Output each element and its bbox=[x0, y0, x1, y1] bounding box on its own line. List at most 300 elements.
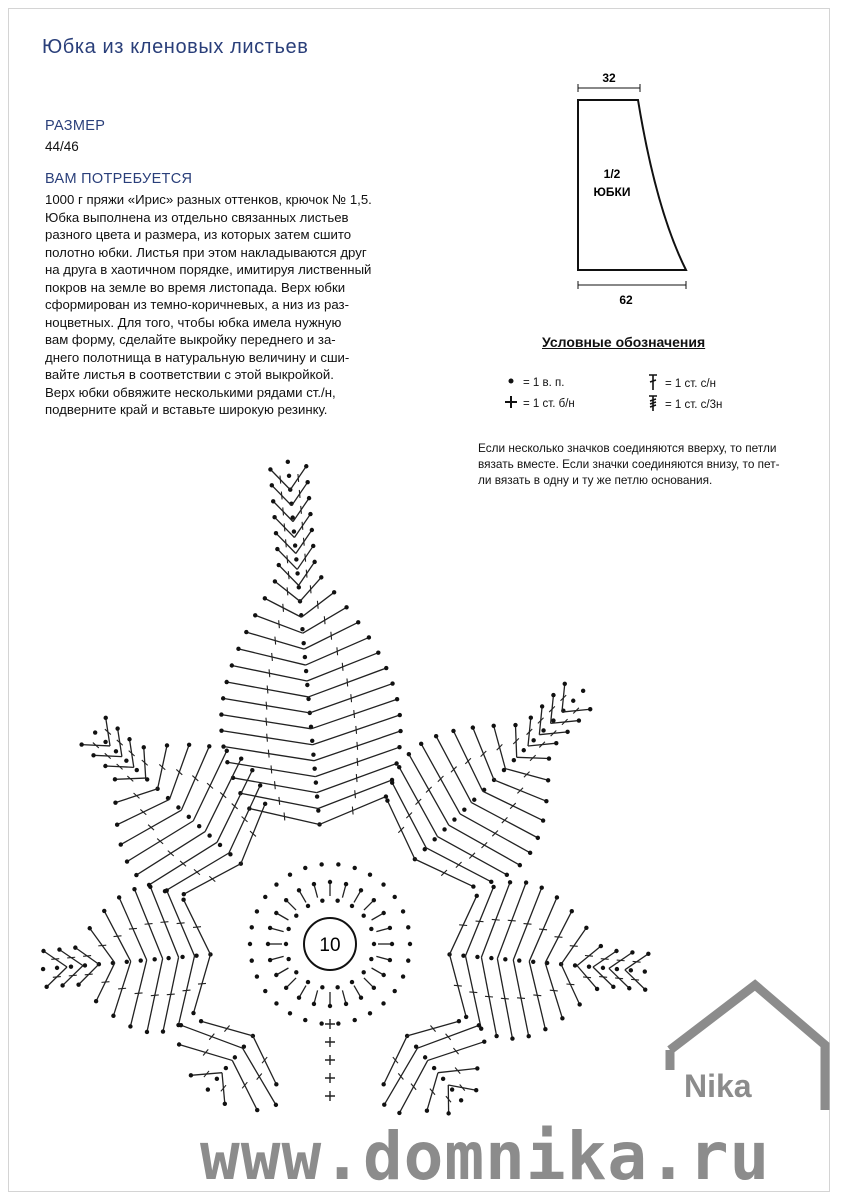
chain-stitch-dot bbox=[219, 728, 223, 732]
stitch-bar bbox=[354, 710, 355, 718]
text-line: подверните край и вставьте широкую резинку. bbox=[45, 402, 328, 417]
chain-stitch-dot bbox=[134, 873, 138, 877]
stitch-bar bbox=[198, 983, 206, 984]
chain-stitch-dot bbox=[353, 866, 357, 870]
chain-stitch-dot bbox=[268, 958, 272, 962]
chain-stitch-dot bbox=[395, 697, 399, 701]
chain-stitch-dot bbox=[207, 833, 211, 837]
chain-stitch-dot bbox=[315, 794, 319, 798]
chain-stitch-dot bbox=[601, 966, 605, 970]
chain-stitch-dot bbox=[372, 942, 376, 946]
note-line: Если несколько значков соединяются вверху, то петли bbox=[478, 441, 777, 455]
chain-stitch-dot bbox=[73, 945, 77, 949]
chain-stitch-dot bbox=[385, 798, 389, 802]
chain-stitch-dot bbox=[541, 728, 545, 732]
chain-stitch-dot bbox=[197, 824, 201, 828]
chain-stitch-dot bbox=[471, 884, 475, 888]
stitch-bar bbox=[570, 946, 578, 947]
chain-stitch-dot bbox=[306, 980, 310, 984]
stitch-bar bbox=[118, 988, 126, 989]
stitch-bar bbox=[331, 632, 332, 640]
stitch-bar bbox=[357, 758, 358, 766]
chain-stitch-dot bbox=[94, 999, 98, 1003]
chain-stitch-dot bbox=[270, 483, 274, 487]
chain-stitch-dot bbox=[384, 666, 388, 670]
chain-stitch-dot bbox=[293, 543, 297, 547]
chain-stitch-dot bbox=[250, 958, 254, 962]
stitch-bar bbox=[306, 570, 307, 578]
chain-stitch-dot bbox=[446, 1111, 450, 1115]
chain-stitch-dot bbox=[512, 758, 516, 762]
text-line: вайте листья в соответствии с этой выкройкой. bbox=[45, 367, 334, 382]
chain-stitch-dot bbox=[268, 467, 272, 471]
chain-stitch-dot bbox=[381, 882, 385, 886]
chain-stitch-dot bbox=[376, 650, 380, 654]
chain-stitch-dot bbox=[531, 738, 535, 742]
stitch-bar bbox=[456, 862, 462, 868]
chain-stitch-dot bbox=[381, 1082, 385, 1086]
chain-stitch-dot bbox=[328, 880, 332, 884]
chain-stitch-dot bbox=[344, 1002, 348, 1006]
stitch-bar bbox=[266, 718, 267, 726]
chain-stitch-dot bbox=[344, 605, 348, 609]
stitch-bar bbox=[279, 797, 280, 805]
pattern-label-fraction: 1/2 bbox=[603, 167, 621, 181]
chain-stitch-dot bbox=[319, 1021, 323, 1025]
chain-stitch-dot bbox=[367, 635, 371, 639]
chain-stitch-dot bbox=[79, 742, 83, 746]
stitch-bar bbox=[469, 853, 475, 859]
chain-stitch-dot bbox=[179, 1023, 183, 1027]
chain-stitch-dot bbox=[372, 986, 376, 990]
chain-stitch-dot bbox=[531, 960, 535, 964]
chain-stitch-dot bbox=[91, 753, 95, 757]
chain-stitch-dot bbox=[335, 898, 339, 902]
stitch-bar bbox=[151, 995, 159, 996]
chain-stitch-dot bbox=[161, 1029, 165, 1033]
stitch-bar bbox=[342, 663, 343, 671]
chain-stitch-dot bbox=[274, 973, 278, 977]
chain-stitch-dot bbox=[464, 1015, 468, 1019]
stitch-bar bbox=[465, 758, 471, 764]
chain-stitch-dot bbox=[102, 909, 106, 913]
chain-stitch-dot bbox=[390, 681, 394, 685]
stitch-bar bbox=[517, 998, 525, 999]
text-line: покров на земле во время листопада. Верх юбки bbox=[45, 279, 346, 295]
chain-stitch-dot bbox=[233, 1055, 237, 1059]
chain-stitch-dot bbox=[165, 743, 169, 747]
chain-stitch-dot bbox=[255, 1108, 259, 1112]
stitch-bar bbox=[550, 990, 558, 991]
stitch-bar bbox=[267, 734, 268, 742]
chain-stitch-dot bbox=[547, 756, 551, 760]
stitch-bar bbox=[288, 571, 289, 579]
stitch-bar bbox=[275, 781, 276, 789]
chain-stitch-dot bbox=[319, 575, 323, 579]
chain-stitch-dot bbox=[528, 851, 532, 855]
stitch-bar bbox=[351, 694, 352, 702]
chain-stitch-dot bbox=[221, 696, 225, 700]
chain-stitch-dot bbox=[474, 1088, 478, 1092]
chain-stitch-dot bbox=[544, 799, 548, 803]
stitch-bar bbox=[357, 742, 358, 750]
chain-stitch-dot bbox=[255, 974, 259, 978]
chain-stitch-dot bbox=[475, 955, 479, 959]
chain-stitch-dot bbox=[336, 862, 340, 866]
chain-stitch-dot bbox=[187, 743, 191, 747]
stitch-bar bbox=[266, 702, 267, 710]
chain-stitch-dot bbox=[236, 647, 240, 651]
chain-stitch-dot bbox=[304, 464, 308, 468]
stitch-bar bbox=[140, 809, 146, 814]
stitch-bar bbox=[232, 804, 238, 809]
chain-stitch-dot bbox=[194, 953, 198, 957]
stitch-bar bbox=[631, 979, 639, 980]
chain-stitch-dot bbox=[132, 887, 136, 891]
chain-stitch-dot bbox=[560, 1016, 564, 1020]
chain-stitch-dot bbox=[311, 544, 315, 548]
chain-stitch-dot bbox=[119, 842, 123, 846]
chain-stitch-dot bbox=[314, 780, 318, 784]
chain-stitch-dot bbox=[55, 966, 59, 970]
stitch-bar bbox=[85, 974, 93, 975]
chain-stitch-dot bbox=[401, 909, 405, 913]
legend-label: = 1 ст. б/н bbox=[523, 397, 575, 410]
legend-label: = 1 ст. с/3н bbox=[665, 398, 723, 411]
chain-stitch-dot bbox=[113, 800, 117, 804]
leaf-lobe bbox=[41, 885, 213, 1035]
chain-stitch-dot bbox=[362, 914, 366, 918]
chain-stitch-dot bbox=[524, 880, 528, 884]
chain-stitch-dot bbox=[305, 480, 309, 484]
stitch-bar bbox=[356, 726, 357, 734]
chain-stitch-dot bbox=[142, 745, 146, 749]
stitch-bar bbox=[262, 1057, 267, 1063]
stitch-bar bbox=[426, 787, 432, 793]
chain-stitch-dot bbox=[401, 974, 405, 978]
chain-stitch-dot bbox=[103, 764, 107, 768]
chain-stitch-dot bbox=[517, 958, 521, 962]
chain-stitch-dot bbox=[60, 983, 64, 987]
stitch-bar bbox=[633, 961, 641, 962]
chain-stitch-dot bbox=[277, 563, 281, 567]
chain-stitch-dot bbox=[459, 1098, 463, 1102]
chain-stitch-dot bbox=[332, 590, 336, 594]
stitch-bar bbox=[416, 799, 422, 805]
chain-stitch-dot bbox=[434, 734, 438, 738]
chain-stitch-dot bbox=[284, 942, 288, 946]
stitch-bar bbox=[492, 919, 500, 920]
chain-stitch-dot bbox=[344, 882, 348, 886]
stitch-bar bbox=[337, 647, 338, 655]
note-line: вязать вместе. Если значки соединяются внизу, то пет- bbox=[478, 457, 780, 471]
chain-stitch-dot bbox=[381, 973, 385, 977]
chain-stitch-dot bbox=[145, 1030, 149, 1034]
chain-stitch-dot bbox=[452, 817, 456, 821]
chain-stitch-dot bbox=[286, 927, 290, 931]
chain-stitch-dot bbox=[543, 1027, 547, 1031]
chain-stitch-dot bbox=[57, 947, 61, 951]
chain-stitch-dot bbox=[540, 885, 544, 889]
stitch-bar bbox=[469, 992, 477, 993]
chain-stitch-dot bbox=[388, 958, 392, 962]
chain-stitch-dot bbox=[451, 729, 455, 733]
chain-stitch-dot bbox=[219, 712, 223, 716]
chain-stitch-dot bbox=[177, 1042, 181, 1046]
chain-stitch-dot bbox=[397, 765, 401, 769]
chain-stitch-dot bbox=[117, 895, 121, 899]
chain-stitch-dot bbox=[359, 888, 363, 892]
stitch-bar bbox=[352, 807, 353, 815]
leaf-lobe bbox=[447, 880, 650, 1041]
chain-stitch-dot bbox=[581, 689, 585, 693]
chain-stitch-dot bbox=[381, 911, 385, 915]
leaf-lobe bbox=[381, 1019, 486, 1116]
chain-stitch-dot bbox=[239, 756, 243, 760]
chain-stitch-dot bbox=[221, 744, 225, 748]
stitch-bar bbox=[476, 921, 484, 922]
chain-stitch-dot bbox=[577, 1002, 581, 1006]
stitch-bar bbox=[242, 817, 248, 822]
stitch-bar bbox=[305, 554, 306, 562]
chain-stitch-dot bbox=[271, 499, 275, 503]
chain-stitch-dot bbox=[432, 1066, 436, 1070]
chain-stitch-dot bbox=[312, 1002, 316, 1006]
stitch-bar bbox=[83, 956, 91, 957]
chain-stitch-dot bbox=[274, 1103, 278, 1107]
stitch-bar bbox=[299, 490, 300, 498]
chain-stitch-dot bbox=[294, 970, 298, 974]
stitch-bar bbox=[183, 990, 191, 991]
chain-stitch-dot bbox=[104, 716, 108, 720]
stitch-bar bbox=[267, 685, 268, 693]
chain-stitch-dot bbox=[224, 1066, 228, 1070]
chain-stitch-dot bbox=[407, 752, 411, 756]
chain-stitch-dot bbox=[297, 888, 301, 892]
chain-stitch-dot bbox=[368, 1011, 372, 1015]
chain-stitch-dot bbox=[643, 969, 647, 973]
stitch-bar bbox=[510, 803, 516, 809]
chain-stitch-dot bbox=[577, 718, 581, 722]
chain-stitch-dot bbox=[441, 1077, 445, 1081]
chain-stitch-dot bbox=[393, 989, 397, 993]
stitch-bar bbox=[283, 507, 284, 515]
chain-stitch-dot bbox=[115, 823, 119, 827]
chain-stitch-dot bbox=[199, 1019, 203, 1023]
chain-stitch-dot bbox=[224, 680, 228, 684]
chain-stitch-dot bbox=[565, 730, 569, 734]
chain-stitch-dot bbox=[152, 957, 156, 961]
stitch-bar bbox=[280, 476, 281, 484]
stitch-bar bbox=[451, 767, 457, 773]
top-width-label: 32 bbox=[602, 71, 616, 85]
chain-stitch-dot bbox=[505, 873, 509, 877]
stitch-bar bbox=[279, 620, 280, 628]
chain-stitch-dot bbox=[527, 1034, 531, 1038]
chain-stitch-dot bbox=[406, 958, 410, 962]
chain-stitch-dot bbox=[319, 862, 323, 866]
chain-stitch-dot bbox=[320, 985, 324, 989]
stem-stitch bbox=[325, 1037, 335, 1047]
leaf-lobe bbox=[219, 460, 403, 827]
stitch-bar bbox=[398, 827, 404, 833]
leaf-lobe bbox=[79, 716, 267, 897]
chain-stitch-dot bbox=[570, 909, 574, 913]
stitch-bar bbox=[492, 831, 498, 837]
chain-stitch-dot bbox=[643, 987, 647, 991]
chain-stitch-dot bbox=[295, 571, 299, 575]
chain-stitch-dot bbox=[103, 740, 107, 744]
leaf-lobe bbox=[177, 1019, 279, 1112]
chain-stitch-dot bbox=[288, 873, 292, 877]
brand-logo-text: Nika bbox=[684, 1068, 752, 1104]
stitch-bar bbox=[220, 792, 226, 797]
chain-stitch-dot bbox=[287, 474, 291, 478]
chain-stitch-dot bbox=[44, 985, 48, 989]
stitch-bar bbox=[192, 776, 198, 781]
bottom-width-label: 62 bbox=[619, 293, 633, 307]
chain-stitch-dot bbox=[83, 963, 87, 967]
chain-stitch-dot bbox=[274, 882, 278, 886]
stitch-bar bbox=[269, 669, 270, 677]
chain-stitch-dot bbox=[286, 957, 290, 961]
chain-stitch-dot bbox=[384, 794, 388, 798]
chain-stitch-dot bbox=[114, 749, 118, 753]
chain-stitch-dot bbox=[356, 620, 360, 624]
chain-stitch-dot bbox=[475, 894, 479, 898]
stitch-bar bbox=[601, 959, 609, 960]
chain-stitch-dot bbox=[491, 885, 495, 889]
chain-stitch-dot bbox=[518, 863, 522, 867]
stitch-bar bbox=[272, 653, 273, 661]
chain-stitch-dot bbox=[611, 985, 615, 989]
chain-stitch-dot bbox=[93, 730, 97, 734]
chain-stitch-dot bbox=[482, 1039, 486, 1043]
stitch-bar bbox=[554, 937, 562, 938]
stitch-bar bbox=[268, 750, 269, 758]
chain-stitch-dot bbox=[303, 655, 307, 659]
stitch-bar bbox=[583, 977, 591, 978]
stitch-bar bbox=[67, 957, 75, 958]
chain-stitch-dot bbox=[297, 995, 301, 999]
chain-stitch-dot bbox=[284, 986, 288, 990]
stitch-bar bbox=[101, 982, 109, 983]
chain-stitch-dot bbox=[124, 758, 128, 762]
chain-stitch-dot bbox=[551, 718, 555, 722]
stitch-bar bbox=[441, 870, 447, 876]
chain-stitch-dot bbox=[191, 1011, 195, 1015]
site-watermark: www.domnika.ru bbox=[200, 1118, 771, 1195]
chain-stitch-dot bbox=[471, 725, 475, 729]
stitch-bar bbox=[438, 776, 444, 782]
chain-stitch-dot bbox=[250, 768, 254, 772]
chain-stitch-dot bbox=[316, 808, 320, 812]
chain-stitch-dot bbox=[311, 753, 315, 757]
chain-stitch-dot bbox=[397, 745, 401, 749]
chain-stitch-dot bbox=[599, 944, 603, 948]
stitch-bar bbox=[271, 765, 272, 773]
chain-stitch-dot bbox=[304, 669, 308, 673]
text-line: сформирован из темно-коричневых, а низ из раз- bbox=[45, 297, 349, 312]
chain-stitch-dot bbox=[335, 985, 339, 989]
chain-stitch-dot bbox=[230, 663, 234, 667]
chain-stitch-dot bbox=[563, 682, 567, 686]
chain-stitch-dot bbox=[303, 1018, 307, 1022]
stitch-bar bbox=[207, 783, 213, 788]
stitch-bar bbox=[303, 538, 304, 546]
legend-title: Условные обозначения bbox=[542, 334, 706, 350]
chain-stitch-dot bbox=[206, 1087, 210, 1091]
chain-stitch-dot bbox=[225, 749, 229, 753]
stitch-bar bbox=[284, 813, 285, 821]
chain-stitch-dot bbox=[248, 942, 252, 946]
stitch-bar bbox=[566, 984, 574, 985]
page-title: Юбка из кленовых листьев bbox=[42, 36, 309, 58]
text-line: на друга в хаотичном порядке, имитируя лиственный bbox=[45, 262, 372, 277]
chain-stitch-dot bbox=[629, 968, 633, 972]
chain-stitch-dot bbox=[312, 882, 316, 886]
leaf-lobe bbox=[385, 682, 592, 889]
stitch-bar bbox=[145, 924, 153, 925]
chain-stitch-dot bbox=[69, 964, 73, 968]
stem-stitch bbox=[325, 1091, 335, 1101]
chain-stitch-dot bbox=[587, 964, 591, 968]
chain-stitch-dot bbox=[305, 683, 309, 687]
chain-stitch-dot bbox=[268, 926, 272, 930]
chain-stitch-dot bbox=[350, 980, 354, 984]
legend-label: = 1 ст. с/н bbox=[665, 377, 716, 390]
stitch-bar bbox=[310, 585, 311, 593]
chain-stitch-dot bbox=[546, 778, 550, 782]
stitch-bar bbox=[599, 977, 607, 978]
chain-stitch-dot bbox=[286, 460, 290, 464]
chain-stitch-dot bbox=[139, 958, 143, 962]
stitch-bar bbox=[481, 842, 487, 848]
chain-stitch-dot bbox=[263, 989, 267, 993]
chain-stitch-dot bbox=[398, 729, 402, 733]
chain-stitch-dot bbox=[350, 904, 354, 908]
stitch-bar bbox=[209, 876, 215, 881]
chain-stitch-dot bbox=[362, 970, 366, 974]
chain-stitch-dot bbox=[614, 949, 618, 953]
stitch-bar bbox=[533, 995, 541, 996]
chain-stitch-dot bbox=[308, 512, 312, 516]
chain-stitch-dot bbox=[540, 704, 544, 708]
chain-stitch-dot bbox=[513, 723, 517, 727]
chain-stitch-dot bbox=[442, 827, 446, 831]
size-value: 44/46 bbox=[45, 139, 79, 154]
stitch-bar bbox=[51, 959, 59, 960]
chain-stitch-dot bbox=[255, 909, 259, 913]
chain-stitch-dot bbox=[381, 1001, 385, 1005]
chain-stitch-dot bbox=[297, 585, 301, 589]
text-line: вам форму, сделайте выкройку переднего и за- bbox=[45, 332, 336, 347]
text-line: Юбка выполнена из отдельно связанных листьев bbox=[45, 209, 349, 225]
text-line: 1000 г пряжи «Ирис» разных оттенков, крючок № 1,5. bbox=[45, 192, 372, 207]
chain-stitch-dot bbox=[394, 761, 398, 765]
chain-stitch-dot bbox=[76, 982, 80, 986]
chain-stitch-dot bbox=[274, 1001, 278, 1005]
chain-stitch-dot bbox=[113, 777, 117, 781]
stitch-bar bbox=[539, 929, 547, 930]
stitch-bar bbox=[355, 790, 356, 798]
chain-stitch-dot bbox=[310, 739, 314, 743]
chain-stitch-dot bbox=[274, 1082, 278, 1086]
stitch-bar bbox=[302, 522, 303, 530]
chain-stitch-dot bbox=[125, 960, 129, 964]
text-line: Верх юбки обвяжите несколькими рядами ст./н, bbox=[45, 384, 336, 400]
chain-stitch-dot bbox=[300, 627, 304, 631]
